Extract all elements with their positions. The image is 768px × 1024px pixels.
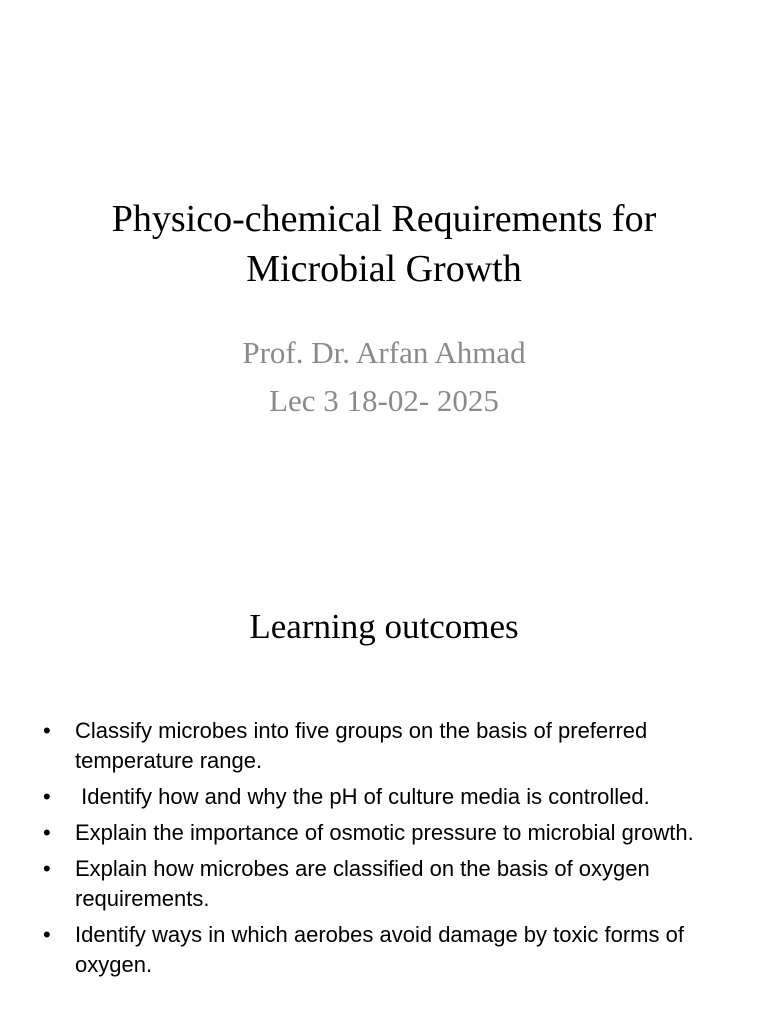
slide-title-line-1: Physico-chemical Requirements for xyxy=(111,198,657,240)
list-item xyxy=(40,920,740,980)
slide-title xyxy=(0,194,768,294)
list-item-text: Explain the importance of osmotic pressure to microbial growth. xyxy=(75,820,694,845)
list-item-text: Identify ways in which aerobes avoid damage by toxic forms of oxygen. xyxy=(75,922,684,977)
learning-outcomes-slide xyxy=(0,576,768,1024)
author-name: Prof. Dr. Arfan Ahmad xyxy=(242,335,526,370)
bullet-icon: • xyxy=(43,922,51,947)
bullet-icon: • xyxy=(43,718,51,743)
list-item xyxy=(40,818,740,848)
bullet-icon: • xyxy=(43,856,51,881)
bullet-icon: • xyxy=(43,820,51,845)
list-item-text: Classify microbes into five groups on the basis of preferred temperature range. xyxy=(75,718,648,773)
slide-subtitle xyxy=(0,329,768,425)
list-item xyxy=(40,716,740,776)
section-heading: Learning outcomes xyxy=(249,607,519,646)
list-item xyxy=(40,782,740,812)
bullet-icon: • xyxy=(43,784,51,809)
outcomes-list xyxy=(40,716,740,986)
list-item-text: Identify how and why the pH of culture media is controlled. xyxy=(75,784,650,809)
list-item-text: Explain how microbes are classified on the basis of oxygen requirements. xyxy=(75,856,650,911)
slide-title-line-2: Microbial Growth xyxy=(246,248,522,290)
lecture-info: Lec 3 18-02- 2025 xyxy=(269,383,499,418)
list-item xyxy=(40,854,740,914)
